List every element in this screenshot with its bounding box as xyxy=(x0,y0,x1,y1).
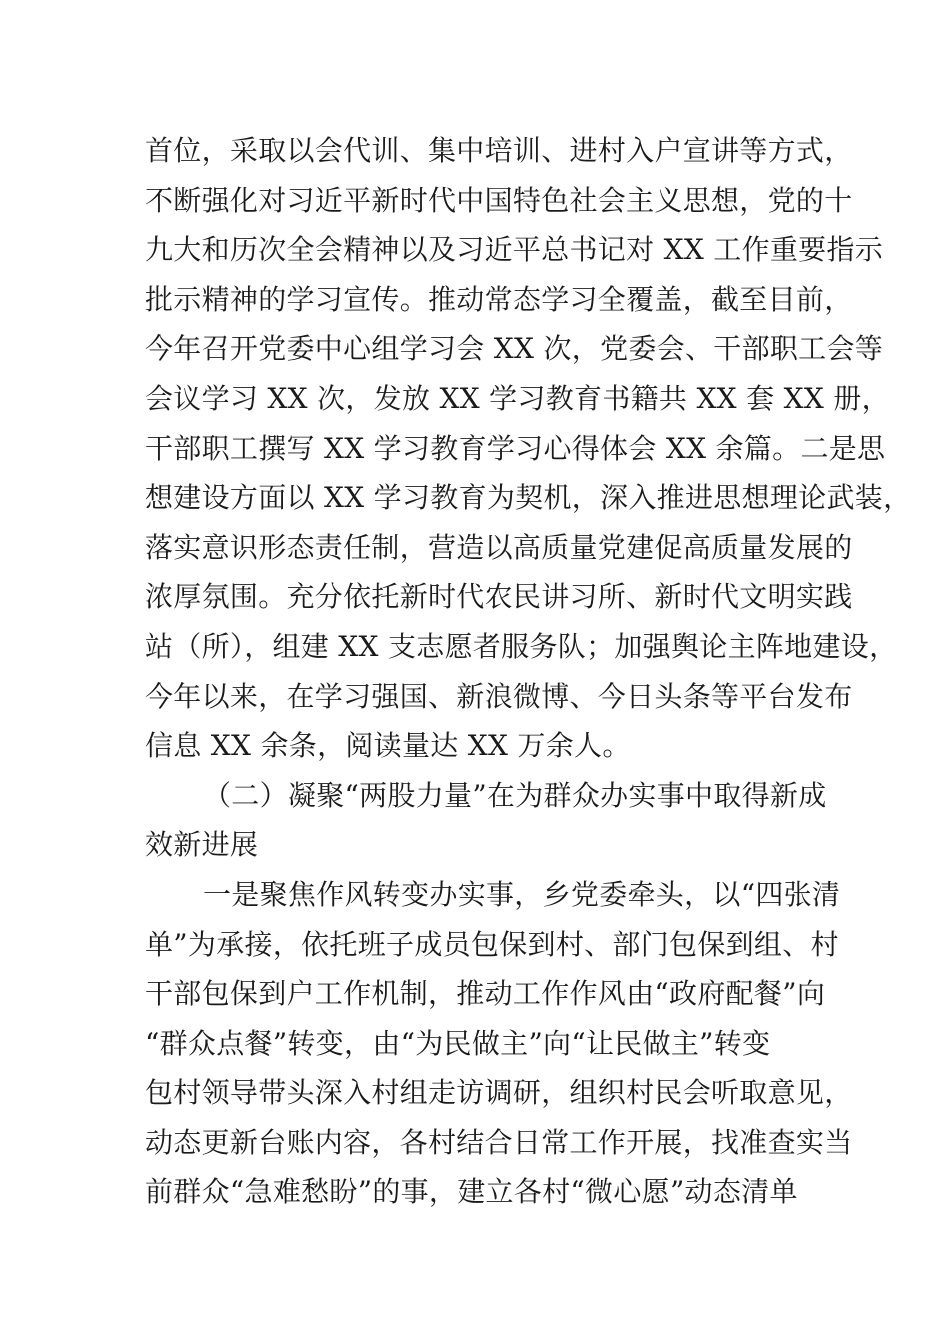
text-line: 单”为承接，依托班子成员包保到村、部门包保到组、村 xyxy=(145,927,839,961)
document-body xyxy=(145,126,912,1217)
text-line: 批示精神的学习宣传。推动常态学习全覆盖，截至目前， xyxy=(145,282,853,316)
text-line: 落实意识形态责任制，营造以高质量党建促高质量发展的 xyxy=(145,530,853,564)
text-line: 信息 XX 余条，阅读量达 XX 万余人。 xyxy=(145,729,631,763)
text-line: “群众点餐”转变，由“为民做主”向“让民做主”转变 xyxy=(145,1026,771,1060)
text-line: 今年召开党委中心组学习会 XX 次，党委会、干部职工会等 xyxy=(145,332,884,366)
text-line: 想建设方面以 XX 学习教育为契机，深入推进思想理论武装， xyxy=(145,481,912,515)
text-line: 前群众“急难愁盼”的事，建立各村“微心愿”动态清单 xyxy=(145,1175,798,1209)
text-line: 会议学习 XX 次，发放 XX 学习教育书籍共 XX 套 XX 册， xyxy=(145,381,890,415)
text-line: 首位，采取以会代训、集中培训、进村入户宣讲等方式， xyxy=(145,134,853,167)
text-line: 不断强化对习近平新时代中国特色社会主义思想，党的十 xyxy=(145,183,853,217)
text-line: 干部职工撰写 XX 学习教育学习心得体会 XX 余篇。二是思 xyxy=(145,431,886,465)
text-line: 九大和历次全会精神以及习近平总书记对 XX 工作重要指示 xyxy=(145,233,884,267)
text-line: 动态更新台账内容，各村结合日常工作开展，找准查实当 xyxy=(145,1125,853,1159)
text-line: 一是聚焦作风转变办实事，乡党委牵头，以“四张清 xyxy=(203,877,841,911)
text-line: 浓厚氛围。充分依托新时代农民讲习所、新时代文明实践 xyxy=(145,580,853,614)
text-line: 今年以来，在学习强国、新浪微博、今日头条等平台发布 xyxy=(145,679,853,713)
section-heading-line: 效新进展 xyxy=(145,828,259,862)
text-line: 包村领导带头深入村组走访调研，组织村民会听取意见， xyxy=(145,1076,853,1110)
text-line: 干部包保到户工作机制，推动工作作风由“政府配餐”向 xyxy=(145,977,826,1011)
text-line: 站（所），组建 XX 支志愿者服务队；加强舆论主阵地建设， xyxy=(145,629,898,663)
section-heading-line: （二）凝聚“两股力量”在为群众办实事中取得新成 xyxy=(203,778,827,812)
